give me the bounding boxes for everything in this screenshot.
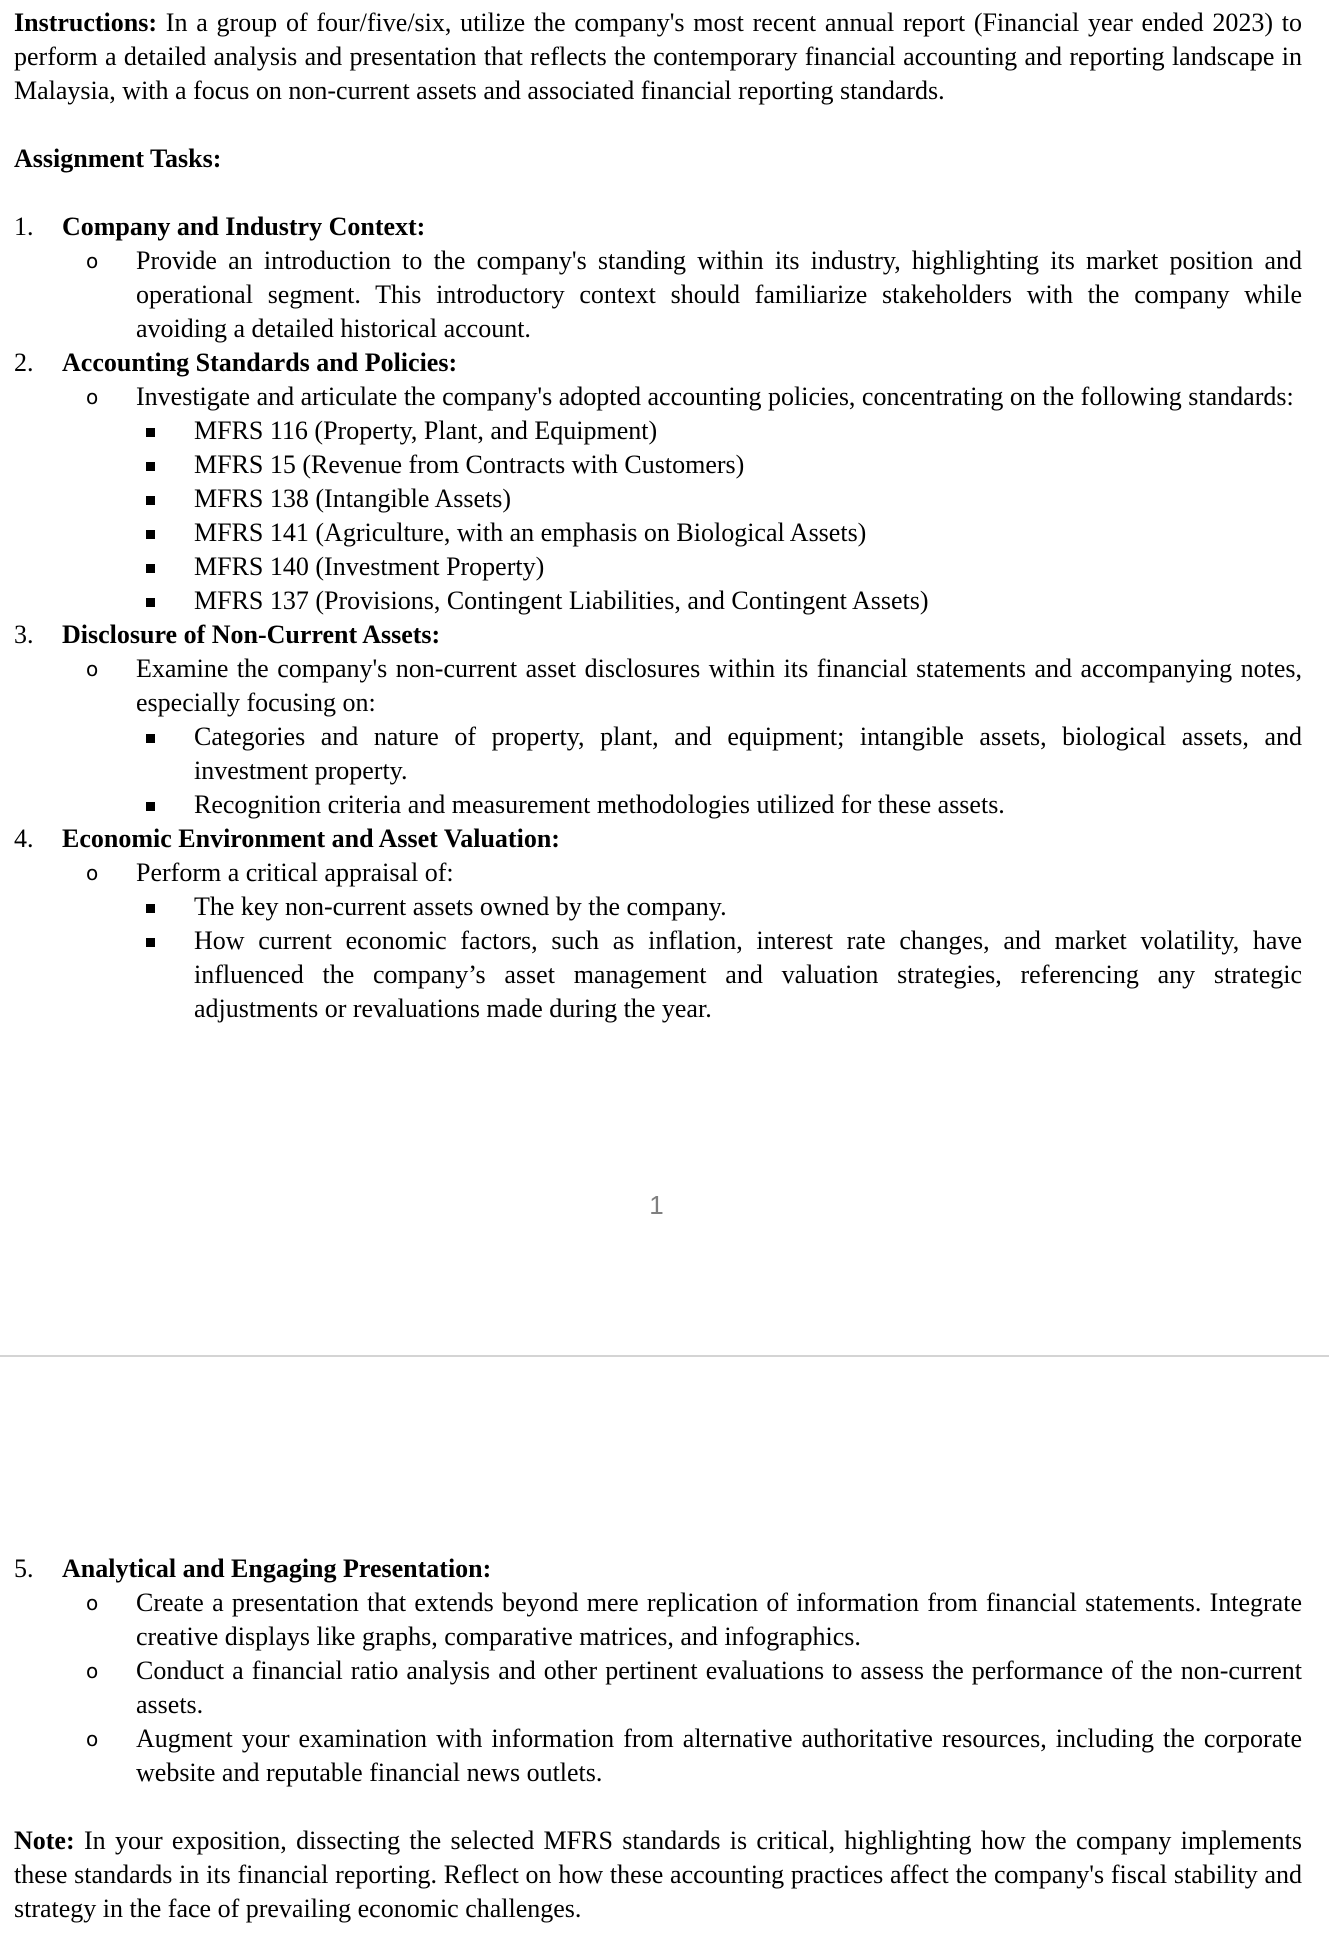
task-title: Disclosure of Non-Current Assets: [62,620,441,649]
instructions-label: Instructions: [14,8,158,37]
task-title: Company and Industry Context: [62,212,426,241]
task-point-text: Augment your examination with information from alternative authoritative resources, including the corporate website and reputable financial news outlets. [136,1724,1302,1787]
task-point [14,652,1302,720]
task-subpoint [14,550,1302,584]
task-subpoint-text: Recognition criteria and measurement methodologies utilized for these assets. [194,790,1005,819]
circle-bullet-icon: o [86,1591,99,1615]
square-bullet-icon [146,462,155,471]
task-point-text: Investigate and articulate the company's adopted accounting policies, concentrating on the following standards: [136,382,1294,411]
task-subpoint [14,448,1302,482]
task-list-page-1 [14,210,1302,1026]
task-title: Economic Environment and Asset Valuation: [62,824,560,853]
task-point [14,380,1302,414]
task-item [14,1552,1302,1586]
circle-bullet-icon: o [86,1727,99,1751]
page-1-content [14,6,1302,1026]
task-point-text: Perform a critical appraisal of: [136,858,454,887]
task-subpoint-text: MFRS 116 (Property, Plant, and Equipment) [194,416,658,445]
task-subpoint-text: MFRS 137 (Provisions, Contingent Liabilities, and Contingent Assets) [194,586,929,615]
task-point [14,1722,1302,1790]
task-point-text: Provide an introduction to the company's standing within its industry, highlighting its market position and operational segment. This introductory context should familiarize stakeholders with the company while avoiding a detailed historical account. [136,246,1302,343]
square-bullet-icon [146,496,155,505]
task-point-text: Conduct a financial ratio analysis and other pertinent evaluations to assess the performance of the non-current assets. [136,1656,1302,1719]
task-subpoint-text: MFRS 141 (Agriculture, with an emphasis on Biological Assets) [194,518,867,547]
square-bullet-icon [146,564,155,573]
task-subpoint-text: MFRS 138 (Intangible Assets) [194,484,512,513]
task-point [14,244,1302,346]
tasks-heading: Assignment Tasks: [14,144,222,173]
task-list-page-2 [14,1552,1302,1790]
task-point [14,1586,1302,1654]
circle-bullet-icon: o [86,657,99,681]
note-label: Note: [14,1826,75,1855]
task-number: 4. [14,824,34,853]
page-separator [0,1355,1329,1357]
square-bullet-icon [146,428,155,437]
instructions-text: In a group of four/five/six, utilize the company's most recent annual report (Financial year ended 2023) to perform a detailed analysis and presentation that reflects the contemporary financial accounting and reporting landscape in Malaysia, with a focus on non-current assets and associated financial reporting standards. [14,8,1302,105]
square-bullet-icon [146,734,155,743]
task-subpoint [14,482,1302,516]
square-bullet-icon [146,530,155,539]
task-subpoint-text: How current economic factors, such as inflation, interest rate changes, and market volatility, have influenced the company’s asset management and valuation strategies, referencing any strategic adjustments or revaluations made during the year. [194,926,1302,1023]
task-subpoint-text: The key non-current assets owned by the company. [194,892,727,921]
task-title: Analytical and Engaging Presentation: [62,1554,492,1583]
document-page-2 [0,1358,1329,1935]
task-subpoint [14,788,1302,822]
note-paragraph [14,1824,1302,1926]
square-bullet-icon [146,904,155,913]
task-item [14,822,1302,856]
instructions-paragraph [14,6,1302,108]
task-point [14,1654,1302,1722]
task-number: 2. [14,348,34,377]
circle-bullet-icon: o [86,385,99,409]
task-point [14,856,1302,890]
task-subpoint-text: MFRS 15 (Revenue from Contracts with Customers) [194,450,745,479]
circle-bullet-icon: o [86,861,99,885]
circle-bullet-icon: o [86,1659,99,1683]
page-2-content [14,1552,1302,1926]
task-subpoint-text: MFRS 140 (Investment Property) [194,552,545,581]
task-subpoint [14,414,1302,448]
circle-bullet-icon: o [86,249,99,273]
task-item [14,346,1302,380]
task-point-text: Examine the company's non-current asset disclosures within its financial statements and accompanying notes, especially focusing on: [136,654,1302,717]
page-number: 1 [649,1190,664,1220]
task-title: Accounting Standards and Policies: [62,348,458,377]
square-bullet-icon [146,802,155,811]
task-number: 1. [14,212,34,241]
task-subpoint [14,924,1302,1026]
task-subpoint [14,720,1302,788]
square-bullet-icon [146,938,155,947]
task-subpoint [14,890,1302,924]
note-text: In your exposition, dissecting the selected MFRS standards is critical, highlighting how the company implements these standards in its financial reporting. Reflect on how these accounting practices affect the company's fiscal stability and strategy in the face of prevailing economic challenges. [14,1826,1302,1923]
task-subpoint [14,584,1302,618]
square-bullet-icon [146,598,155,607]
task-point-text: Create a presentation that extends beyond mere replication of information from financial statements. Integrate creative displays like graphs, comparative matrices, and infographics. [136,1588,1302,1651]
task-number: 3. [14,620,34,649]
task-item [14,618,1302,652]
task-subpoint [14,516,1302,550]
task-number: 5. [14,1554,34,1583]
task-item [14,210,1302,244]
task-subpoint-text: Categories and nature of property, plant, and equipment; intangible assets, biological assets, and investment property. [194,722,1302,785]
